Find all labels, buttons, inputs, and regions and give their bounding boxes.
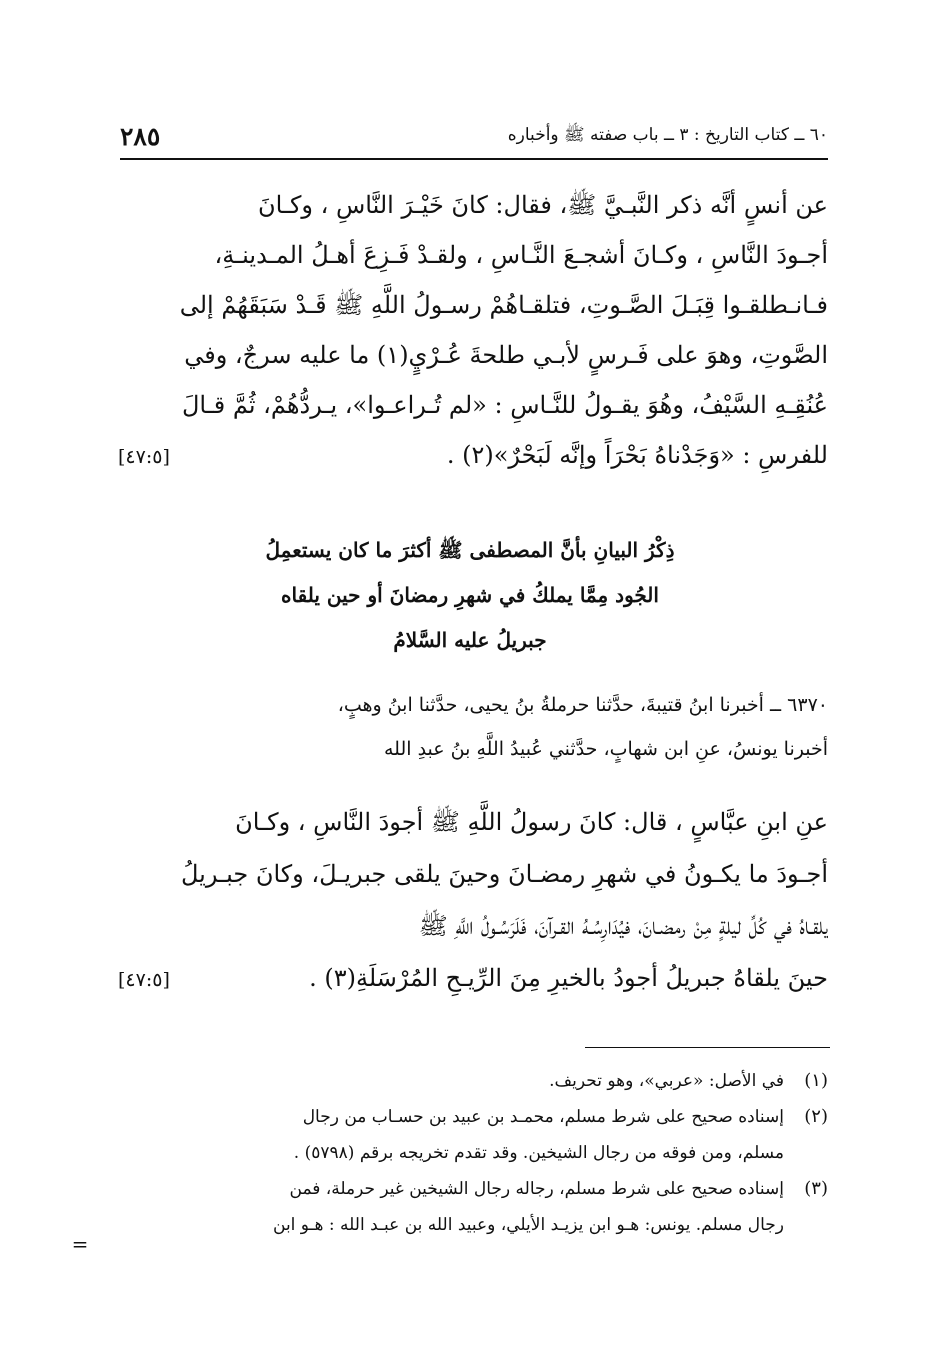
reference-number: [٤٧:٥] [118, 446, 170, 468]
isnad-chain [112, 683, 828, 771]
text-line: عنِ ابنِ عبَّاسٍ ، قال: كانَ رسولُ اللَّهِ ﷺ أجودَ النَّاسِ ، وكـانَ [235, 808, 828, 836]
heading-line: ذِكْرُ البيانِ بأنَّ المصطفى ﷺ أكثرَ ما كان يستعمِلُ [265, 538, 675, 562]
footnote-marker: (٢) [804, 1106, 828, 1127]
running-header [120, 118, 828, 154]
text-line: الصَّوتِ، وهوَ على فَـرسٍ لأبـي طلحةَ عُـرْيٍ(١) ما عليه سرجٌ، وفي [184, 341, 828, 369]
footnote-1: (١) في الأصل: «عربي»، وهو تحريف. [112, 1063, 828, 1099]
heading-line: جبريلُ عليه السَّلامُ [393, 628, 547, 652]
footnote-rule [585, 1047, 830, 1048]
footnotes [112, 1063, 828, 1243]
text-line: يلقـاهُ في كُلِّ ليلةٍ مِنْ رمضـانَ، فيُدَارِسُـهُ القـرآنَ، فَلَرَسُـولُ اللَّهِ ﷺ [418, 912, 828, 940]
text-line: عُنُقِـهِ السَّيْفُ، وهُوَ يقـولُ للنَّـاسِ : «لم تُـراعـوا»، يـردُّهُمْ، ثُمَّ قـالَ [181, 391, 828, 419]
text-line: عن أنسٍ أنَّه ذكر النَّبـيَّ ﷺ، فقال: كانَ خَيْـرَ النَّاسِ ، وكـانَ [258, 191, 828, 219]
footnote-marker: (١) [804, 1070, 828, 1091]
continuation-mark: = [71, 1232, 89, 1256]
page-number: ٢٨٥ [120, 121, 161, 151]
footnote-2: (٢) إسناده صحيح على شرط مسلم، محمـد بن عبيد بن حسـاب من رجال مسلم، ومن فوقه من رجال الشيخين. وقد تقدم تخريجه برقم (٥٧٩٨) . [112, 1099, 828, 1171]
header-rule [120, 158, 828, 160]
text-line: حينَ يلقاهُ جبريلُ أجودُ بالخيرِ مِنَ الرِّيـحِ المُرْسَلَةِ(٣) . [٤٧:٥] [112, 952, 828, 1004]
chain-line: ٦٣٧٠ ــ أخبرنا ابنُ قتيبةَ، حدَّثنا حرملةُ بنُ يحيى، حدَّثنا ابنُ وهبٍ، [337, 694, 828, 716]
footnote-3: (٣) إسناده صحيح على شرط مسلم، رجاله رجال الشيخين غير حرملة، فمن رجال مسلم. يونس: هـو ابن يزيـد الأيلي، وعبيد الله بن عبـد الله : هـو ابن [112, 1171, 828, 1243]
hadith-text-2 [112, 796, 828, 1004]
footnote-marker: (٣) [804, 1178, 828, 1199]
chapter-title: ٦٠ ــ كتاب التاريخ : ٣ ــ باب صفته ﷺ وأخباره [507, 124, 828, 145]
text-line: أجـودَ النَّاسِ ، وكـانَ أشجـعَ النَّـاسِ ، ولقـدْ فَـزِعَ أهـلُ المـدينـةِ، [214, 241, 828, 269]
section-heading [150, 528, 790, 663]
text-line: للفرسِ : «وَجَدْناهُ بَحْرَاً وإنَّه لَبَحْرٌ»(٢) . [٤٧:٥] [112, 430, 828, 480]
reference-number: [٤٧:٥] [118, 969, 170, 991]
text-line: فـانـطلقـوا قِبَـلَ الصَّـوتِ، فتلقـاهُمْ رسـولُ اللَّهِ ﷺ قَـدْ سَبَقَهُمْ إلى [179, 291, 828, 319]
chain-line: أخبرنا يونسُ، عنِ ابن شهابٍ، حدَّثني عُبيدُ اللَّهِ بنُ عبدِ الله [383, 738, 828, 760]
text-line: أجـودَ ما يكـونُ في شهرِ رمضـانَ وحينَ يلقى جبريـلَ، وكانَ جبـريلُ [180, 860, 828, 888]
heading-line: الجُود مِمَّا يملكُ في شهرِ رمضانَ أو حين يلقاه [281, 583, 659, 607]
hadith-text-1 [112, 180, 828, 480]
